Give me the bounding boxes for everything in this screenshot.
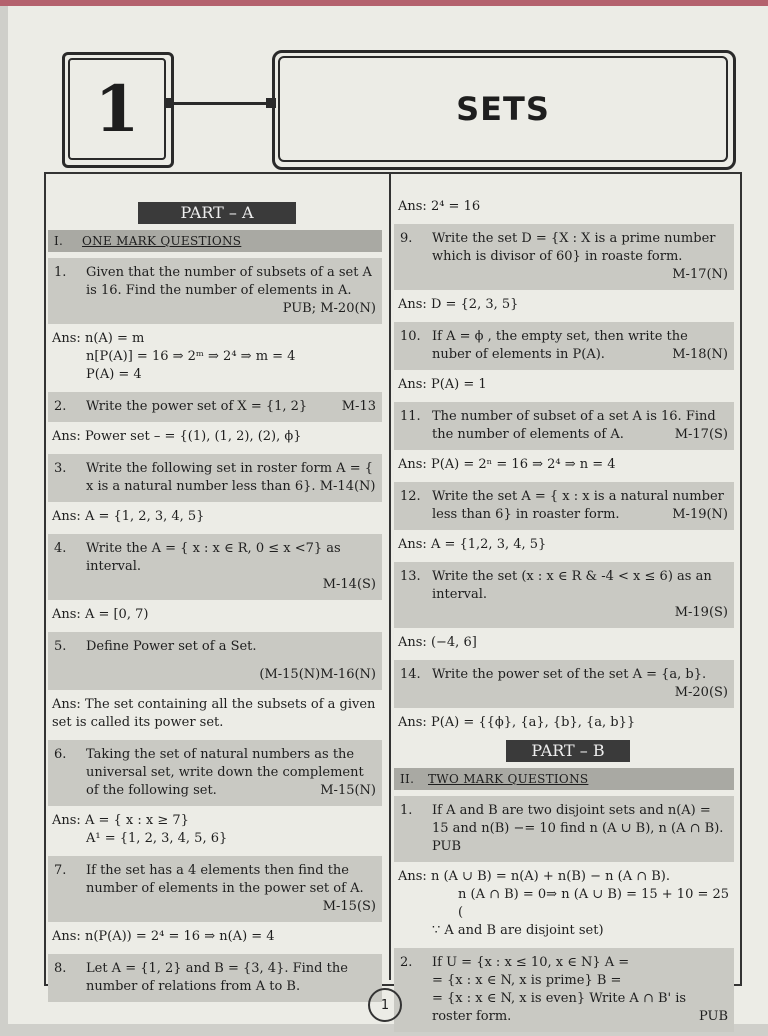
section-two-mark: [394, 768, 734, 790]
answer-line: A¹ = {1, 2, 3, 4, 5, 6}: [86, 831, 228, 846]
answer-b1: [394, 866, 734, 942]
question-mark: M-14(S): [322, 577, 376, 592]
question-9: [394, 224, 734, 290]
section-number: II.: [400, 772, 415, 786]
question-8: [48, 954, 382, 1002]
question-text: Given that the number of subsets of a set A is 16. Find the number of elements in A.: [86, 265, 372, 298]
question-line: = {x : x ∈ N, x is even} Write A ∩ B' is: [432, 991, 687, 1006]
question-14: [394, 660, 734, 708]
question-mark: M-15(S): [322, 899, 376, 914]
question-line: roster form.: [432, 1009, 512, 1024]
answer-4: Ans: A = [0, 7): [52, 607, 149, 622]
chapter-title: SETS: [278, 56, 728, 162]
answer-1: [48, 328, 382, 386]
question-number: 3.: [54, 461, 67, 476]
question-number: 10.: [400, 329, 421, 344]
question-mark: M-19(S): [674, 605, 728, 620]
question-text: Define Power set of a Set.: [86, 639, 257, 654]
question-number: 2.: [54, 399, 67, 414]
section-label: TWO MARK QUESTIONS: [428, 772, 589, 786]
question-text: Write the power set of X = {1, 2}: [86, 399, 308, 414]
question-text: Write the A = { x : x ∈ R, 0 ≤ x <7} as interval.: [86, 541, 341, 574]
left-column: [48, 182, 382, 1006]
question-mark: PUB; M-20(N): [282, 301, 376, 316]
question-number: 1.: [54, 265, 67, 280]
question-5: [48, 632, 382, 690]
question-number: 9.: [400, 231, 413, 246]
question-number: 8.: [54, 961, 67, 976]
question-mark: M-20(S): [674, 685, 728, 700]
question-text: Write the set D = {X : X is a prime number which is divisor of 60} in roaste form.: [432, 231, 716, 264]
question-text: Write the set (x : x ∈ R & -4 < x ≤ 6) as an interval.: [432, 569, 712, 602]
answer-line: n[P(A)] = 16 ⇒ 2ᵐ ⇒ 2⁴ ⇒ m = 4: [86, 349, 296, 364]
question-line: = {x : x ∈ N, x is prime} B =: [432, 973, 622, 988]
answer-14: Ans: P(A) = {{ϕ}, {a}, {b}, {a, b}}: [398, 715, 636, 730]
chapter-number: 1: [68, 58, 166, 160]
question-4: [48, 534, 382, 600]
question-mark: M-19(N): [672, 507, 728, 522]
question-12: [394, 482, 734, 530]
question-1: [48, 258, 382, 324]
question-number: 4.: [54, 541, 67, 556]
answer-13: Ans: (−4, 6]: [398, 635, 477, 650]
answer-line: Ans: n (A ∪ B) = n(A) + n(B) − n (A ∩ B).: [398, 869, 671, 884]
question-11: [394, 402, 734, 450]
question-mark: M-18(N): [672, 347, 728, 362]
question-text: The number of subset of a set A is 16. Find the number of elements of A.: [432, 409, 716, 442]
answer-2: Ans: Power set – = {(1), (1, 2), (2), ϕ}: [52, 429, 302, 444]
question-b2: [394, 948, 734, 1032]
question-mark: M-17(N): [672, 267, 728, 282]
question-number: 1.: [400, 803, 413, 818]
answer-line: n (A ∩ B) = 0⇒ n (A ∪ B) = 15 + 10 = 25 (: [458, 887, 730, 920]
question-number: 13.: [400, 569, 421, 584]
answer-line: Ans: n(A) = m: [52, 331, 145, 346]
question-number: 12.: [400, 489, 421, 504]
question-number: 5.: [54, 639, 67, 654]
connector-dot-left: [164, 98, 174, 108]
question-6: [48, 740, 382, 806]
question-mark: (M-15(N)M-16(N): [259, 667, 376, 682]
question-text: If A = ϕ , the empty set, then write the nuber of elements in P(A).: [432, 329, 688, 362]
question-mark: M-14(N): [319, 479, 376, 494]
part-a-label: PART – A: [138, 202, 296, 224]
answer-5: Ans: The set containing all the subsets of a given set is called its power set.: [52, 697, 376, 730]
answer-7: Ans: n(P(A)) = 2⁴ = 16 ⇒ n(A) = 4: [52, 929, 275, 944]
answer-6: [48, 810, 382, 850]
question-line: If U = {x : x ≤ 10, x ∈ N} A =: [432, 955, 630, 970]
question-text: If the set has a 4 elements then find the number of elements in the power set of A.: [86, 863, 364, 896]
right-column: [394, 182, 734, 1036]
question-13: [394, 562, 734, 628]
part-b-label: PART – B: [506, 740, 630, 762]
section-number: I.: [54, 234, 64, 248]
page-number: 1: [368, 988, 402, 1022]
question-text: Taking the set of natural numbers as the universal set, write down the complement of the following set.: [86, 747, 364, 798]
question-text: If A and B are two disjoint sets and n(A) = 15 and n(B) −= 10 find n (A ∪ B), n (A ∩ B). PUB: [432, 803, 724, 854]
answer-9: Ans: D = {2, 3, 5}: [398, 297, 519, 312]
question-3: [48, 454, 382, 502]
section-label: ONE MARK QUESTIONS: [82, 234, 242, 248]
question-number: 2.: [400, 955, 413, 970]
answer-line: P(A) = 4: [86, 367, 142, 382]
question-mark: M-17(S): [674, 427, 728, 442]
answer-line: Ans: A = { x : x ≥ 7}: [52, 813, 189, 828]
question-b1: [394, 796, 734, 862]
answer-11: Ans: P(A) = 2ⁿ = 16 ⇒ 2⁴ ⇒ n = 4: [398, 457, 616, 472]
question-mark: M-15(N): [320, 783, 376, 798]
answer-3: Ans: A = {1, 2, 3, 4, 5}: [52, 509, 205, 524]
question-text: Write the following set in roster form A = { x is a natural number less than 6}.: [86, 461, 374, 494]
question-text: Write the power set of the set A = {a, b}.: [432, 667, 707, 682]
question-number: 14.: [400, 667, 421, 682]
question-number: 6.: [54, 747, 67, 762]
section-one-mark: [48, 230, 382, 252]
question-mark: M-13: [341, 399, 376, 414]
question-text: Write the set A = { x : x is a natural number less than 6} in roaster form.: [432, 489, 724, 522]
connector-line: [168, 102, 272, 105]
question-10: [394, 322, 734, 370]
answer-12: Ans: A = {1,2, 3, 4, 5}: [398, 537, 547, 552]
question-text: Let A = {1, 2} and B = {3, 4}. Find the number of relations from A to B.: [86, 961, 348, 994]
answer-10: Ans: P(A) = 1: [398, 377, 487, 392]
question-mark: PUB: [698, 1009, 728, 1024]
question-number: 11.: [400, 409, 421, 424]
question-number: 7.: [54, 863, 67, 878]
column-divider: [389, 174, 391, 980]
question-2: [48, 392, 382, 422]
answer-line: ∵ A and B are disjoint set): [432, 923, 604, 938]
question-7: [48, 856, 382, 922]
answer-8: Ans: 2⁴ = 16: [398, 199, 481, 214]
